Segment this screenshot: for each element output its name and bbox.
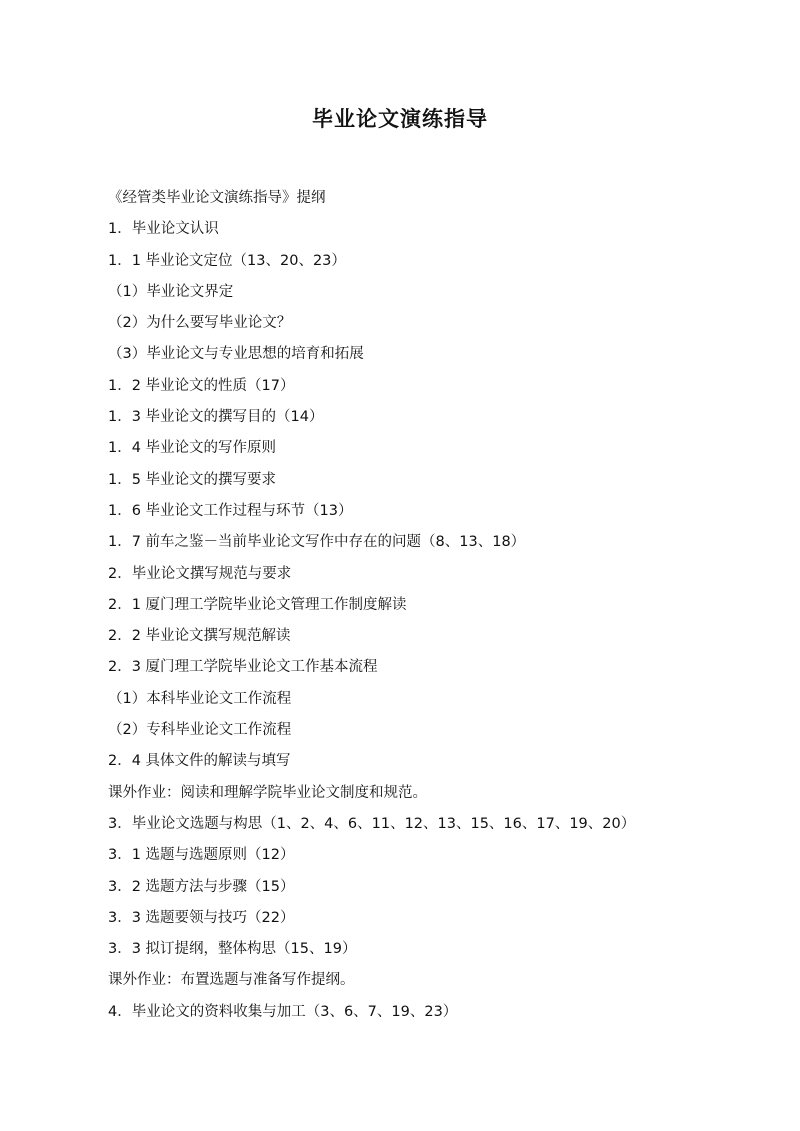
outline-line: 4．毕业论文的资料收集与加工（3、6、7、19、23） [108, 1003, 458, 1020]
outline-line: 3．3 选题要领与技巧（22） [108, 909, 295, 926]
outline-list [108, 183, 768, 1028]
outline-line: 1．毕业论文认识 [108, 221, 219, 238]
outline-line: 1．4 毕业论文的写作原则 [108, 440, 277, 457]
outline-line: （2）为什么要写毕业论文？ [108, 315, 292, 332]
outline-line: 1．6 毕业论文工作过程与环节（13） [108, 502, 353, 519]
outline-line: （2）专科毕业论文工作流程 [108, 722, 292, 739]
outline-line: 1．1 毕业论文定位（13、20、23） [108, 252, 346, 269]
outline-line: 2．2 毕业论文撰写规范解读 [108, 628, 291, 645]
outline-line: 1．5 毕业论文的撰写要求 [108, 471, 277, 488]
outline-line: 3．毕业论文选题与构思（1、2、4、6、11、12、13、15、16、17、19、20） [108, 815, 636, 832]
outline-line: 2．4 具体文件的解读与填写 [108, 753, 291, 770]
outline-line: 课外作业：阅读和理解学院毕业论文制度和规范。 [108, 784, 427, 801]
outline-line: （1）本科毕业论文工作流程 [108, 690, 292, 707]
outline-line: 《经管类毕业论文演练指导》提纲 [108, 190, 326, 206]
outline-line: （1）毕业论文界定 [108, 283, 234, 300]
outline-line: （3）毕业论文与专业思想的培育和拓展 [108, 346, 364, 363]
outline-line: 2．毕业论文撰写规范与要求 [108, 565, 292, 582]
outline-line: 1．7 前车之鉴－当前毕业论文写作中存在的问题（8、13、18） [108, 534, 526, 551]
outline-line: 2．1 厦门理工学院毕业论文管理工作制度解读 [108, 596, 407, 613]
outline-line: 课外作业：布置选题与准备写作提纲。 [108, 972, 355, 989]
document-title: 毕业论文演练指导 [312, 107, 488, 131]
outline-line: 3．1 选题与选题原则（12） [108, 847, 295, 864]
outline-line: 1．2 毕业论文的性质（17） [108, 377, 295, 394]
outline-line: 3．2 选题方法与步骤（15） [108, 878, 295, 895]
outline-line: 3．3 拟订提纲，整体构思（15、19） [108, 941, 357, 958]
outline-line: 1．3 毕业论文的撰写目的（14） [108, 409, 324, 426]
outline-line: 2．3 厦门理工学院毕业论文工作基本流程 [108, 659, 378, 676]
